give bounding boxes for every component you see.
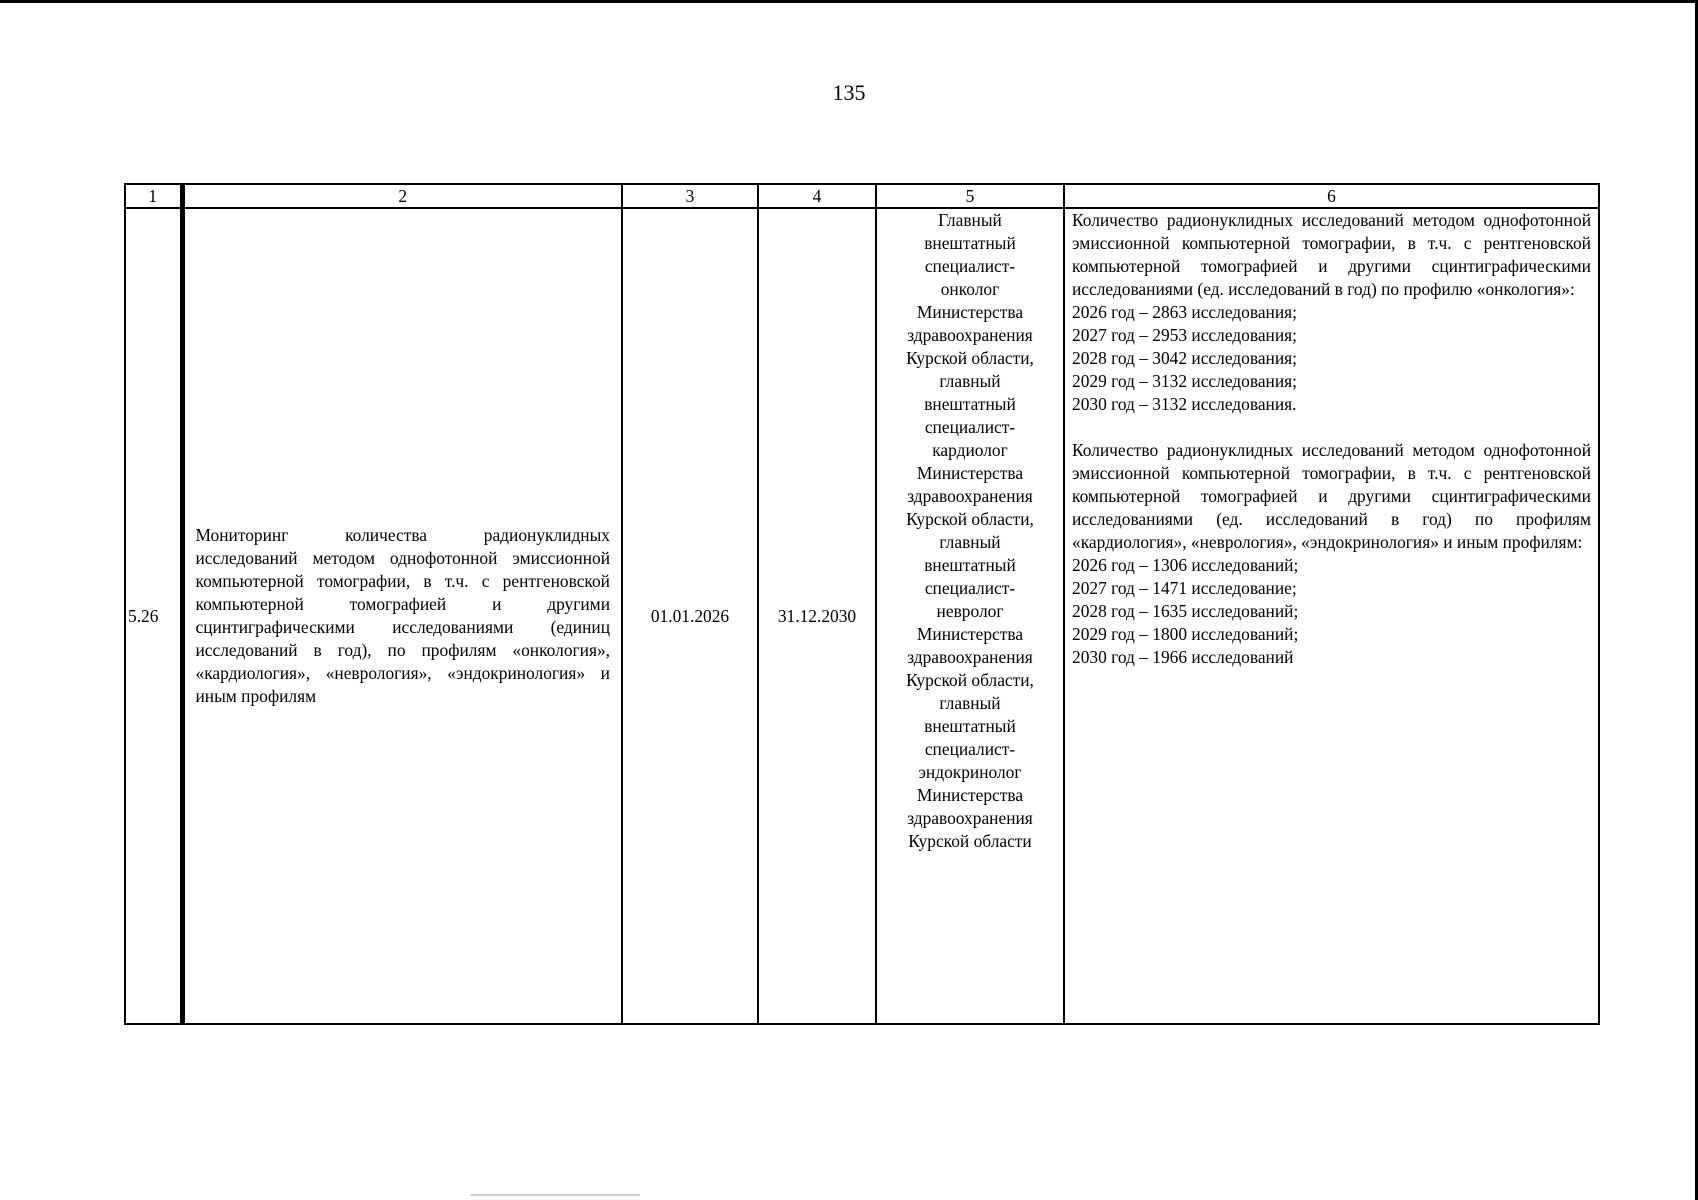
row-start-date: 01.01.2026 [622, 208, 758, 1024]
responsible-line: онколог [940, 279, 1000, 299]
responsible-line: Курской области [908, 831, 1032, 851]
indicator-year-value: 2028 год – 3042 исследования; [1072, 348, 1297, 368]
responsible-line: Курской области, [906, 348, 1034, 368]
header-cell-6: 6 [1064, 184, 1599, 208]
indicator-year-value: 2030 год – 1966 исследований [1072, 647, 1294, 667]
responsible-line: Министерства [916, 463, 1024, 483]
responsible-line: внештатный [924, 233, 1016, 253]
row-name-cell [182, 208, 622, 1024]
indicator-spacer [1072, 416, 1591, 439]
header-cell-4: 4 [758, 184, 876, 208]
row-indicators [1064, 208, 1599, 1024]
indicator-year-value: 2028 год – 1635 исследований; [1072, 601, 1299, 621]
responsible-line: Министерства [916, 302, 1024, 322]
header-cell-1: 1 [125, 184, 182, 208]
responsible-line: невролог [936, 601, 1004, 621]
responsible-line: Курской области, [906, 670, 1034, 690]
responsible-line: здравоохранения [907, 808, 1033, 828]
responsible-line: главный [939, 693, 1001, 713]
table-header-row [125, 184, 1599, 208]
responsible-line: Министерства [916, 785, 1024, 805]
page-number: 135 [832, 80, 866, 105]
responsible-line: специалист- [924, 256, 1016, 276]
responsible-line: внештатный [924, 394, 1016, 414]
header-cell-2: 2 [182, 184, 622, 208]
responsible-line: специалист- [924, 578, 1016, 598]
table-row [125, 208, 1599, 1024]
responsible-line: эндокринолог [918, 762, 1022, 782]
indicator-year-value: 2029 год – 3132 исследования; [1072, 371, 1297, 391]
plan-table [124, 183, 1600, 1025]
indicator-year-value: 2027 год – 2953 исследования; [1072, 325, 1297, 345]
scan-artifact [470, 1194, 640, 1196]
responsible-line: специалист- [924, 739, 1016, 759]
responsible-line: внештатный [924, 716, 1016, 736]
page-frame-top [0, 0, 1698, 3]
indicator-year-value: 2026 год – 1306 исследований; [1072, 555, 1299, 575]
responsible-list [884, 209, 1056, 853]
indicator-intro: Количество радионуклидных исследований методом однофотонной эмиссионной компьютерной томографии, в т.ч. с рентгеновской компьютерной томографией и другими сцинтиграфическими исследованиями (ед. исследований в год) по профилям «кардиология», «неврология», «эндокринология» и иным профилям: [1072, 440, 1591, 552]
row-responsible [876, 208, 1064, 1024]
indicator-list [1072, 209, 1591, 669]
indicator-year-value: 2029 год – 1800 исследований; [1072, 624, 1299, 644]
responsible-line: главный [939, 532, 1001, 552]
indicator-year-value: 2026 год – 2863 исследования; [1072, 302, 1297, 322]
row-end-date: 31.12.2030 [758, 208, 876, 1024]
responsible-line: кардиолог [932, 440, 1008, 460]
responsible-line: здравоохранения [907, 647, 1033, 667]
responsible-line: Министерства [916, 624, 1024, 644]
indicator-year-value: 2030 год – 3132 исследования. [1072, 394, 1297, 414]
responsible-line: внештатный [924, 555, 1016, 575]
indicator-year-value: 2027 год – 1471 исследование; [1072, 578, 1297, 598]
indicator-intro: Количество радионуклидных исследований методом однофотонной эмиссионной компьютерной томографии, в т.ч. с рентгеновской компьютерной томографией и другими сцинтиграфическими исследованиями (ед. исследований в год) по профилю «онкология»: [1072, 210, 1591, 299]
responsible-line: специалист- [924, 417, 1016, 437]
row-number: 5.26 [125, 208, 182, 1024]
responsible-line: здравоохранения [907, 325, 1033, 345]
responsible-line: Курской области, [906, 509, 1034, 529]
responsible-line: Главный [938, 210, 1002, 230]
responsible-line: здравоохранения [907, 486, 1033, 506]
header-cell-5: 5 [876, 184, 1064, 208]
header-cell-3: 3 [622, 184, 758, 208]
responsible-line: главный [939, 371, 1001, 391]
row-name: Мониторинг количества радионуклидных исследований методом однофотонной эмиссионной компьютерной томографии, в т.ч. с рентгеновской компьютерной томографией и другими сцинтиграфическими исследованиями (единиц исследований в год), по профилям «онкология», «кардиология», «неврология», «эндокринология» и иным профилям [195, 525, 610, 706]
